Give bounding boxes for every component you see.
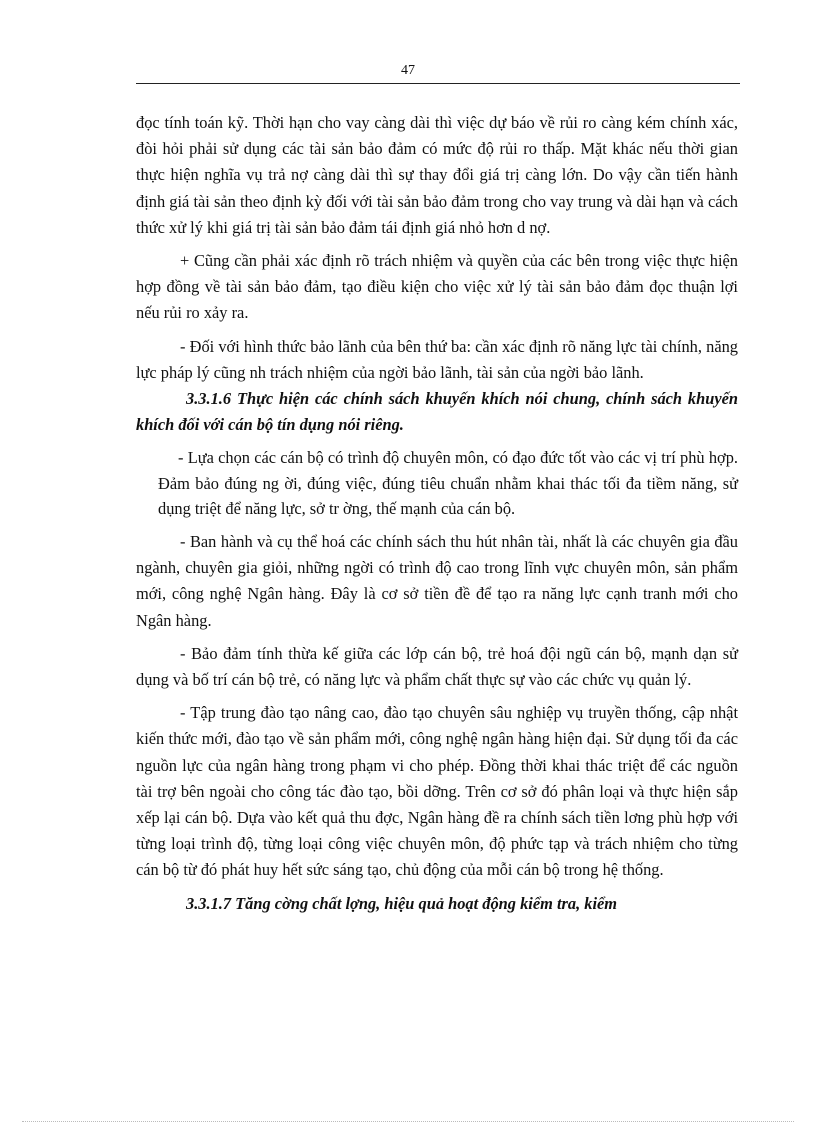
paragraph-1: đọc tính toán kỹ. Thời hạn cho vay càng dài thì việc dự báo về rủi ro càng kém chính xác, đòi hỏi phải sử dụng các tài sản bảo đảm có mức độ rủi ro thấp. Mặt khác nếu thời gian thực hiện nghĩa vụ trả nợ càng dài thì sự thay đổi giá trị càng lớn. Do vậy cần tiến hành định giá tài sản theo định kỳ đối với tài sản bảo đảm trong cho vay trung và dài hạn và cách thức xử lý khi giá trị tài sản bảo đảm tái định giá nhỏ hơn d nợ. bbox=[136, 113, 738, 237]
footer-dotted-line bbox=[22, 1121, 794, 1122]
section-heading-3-3-1-6: 3.3.1.6 Thực hiện các chính sách khuyến khích nói chung, chính sách khuyến khích đối với cán bộ tín dụng nói riêng. bbox=[136, 389, 738, 435]
page-number: 47 bbox=[401, 63, 415, 78]
paragraph-6: - Bảo đảm tính thừa kế giữa các lớp cán bộ, trẻ hoá đội ngũ cán bộ, mạnh dạn sử dụng và bố trí cán bộ trẻ, có năng lực và phẩm chất thực sự vào các chức vụ quản lý. bbox=[136, 643, 738, 689]
header-rule bbox=[136, 83, 740, 84]
section-heading-3-3-1-7: 3.3.1.7 Tăng cờng chất lợng, hiệu quả hoạt động kiểm tra, kiểm bbox=[186, 893, 618, 913]
paragraph-4: - Lựa chọn các cán bộ có trình độ chuyên môn, có đạo đức tốt vào các vị trí phù hợp. Đảm bảo đúng ng ời, đúng việc, đúng tiêu chuẩn nhằm khai thác tối đa tiềm năng, sử dụng triệt để năng lực, sở tr ờng, thế mạnh của cán bộ. bbox=[158, 448, 738, 519]
paragraph-5: - Ban hành và cụ thể hoá các chính sách thu hút nhân tài, nhất là các chuyên gia đầu ngành, chuyên gia giỏi, những ngời có trình độ cao trong lĩnh vực chuyên môn, sản phẩm mới, công nghệ Ngân hàng. Đây là cơ sở tiền đề để tạo ra năng lực cạnh tranh mới cho Ngân hàng. bbox=[136, 531, 738, 630]
page-body bbox=[136, 110, 738, 917]
paragraph-7: - Tập trung đào tạo nâng cao, đào tạo chuyên sâu nghiệp vụ truyền thống, cập nhật kiến thức mới, đào tạo về sản phẩm mới, công nghệ ngân hàng hiện đại. Sử dụng tối đa các nguồn lực của ngân hàng trong phạm vi cho phép. Đồng thời khai thác triệt để các nguồn tài trợ bên ngoài cho công tác đào tạo, bồi dỡng. Trên cơ sở đó phân loại và thực hiện sắp xếp lại cán bộ. Dựa vào kết quả thu đợc, Ngân hàng đề ra chính sách tiền lơng phù hợp với từng loại trình độ, từng loại công việc chuyên môn, độ phức tạp và trách nhiệm cho từng cán bộ từ đó phát huy hết sức sáng tạo, chủ động của mỗi cán bộ trong hệ thống. bbox=[136, 703, 738, 880]
paragraph-3: - Đối với hình thức bảo lãnh của bên thứ ba: cần xác định rõ năng lực tài chính, năng lực pháp lý cũng nh trách nhiệm của ngời bảo lãnh, tài sản của ngời bảo lãnh. bbox=[136, 336, 738, 382]
paragraph-2: + Cũng cần phải xác định rõ trách nhiệm và quyền của các bên trong việc thực hiện hợp đồng về tài sản bảo đảm, tạo điều kiện cho việc xử lý tài sản bảo đảm đọc thuận lợi nếu rủi ro xảy ra. bbox=[136, 251, 738, 323]
